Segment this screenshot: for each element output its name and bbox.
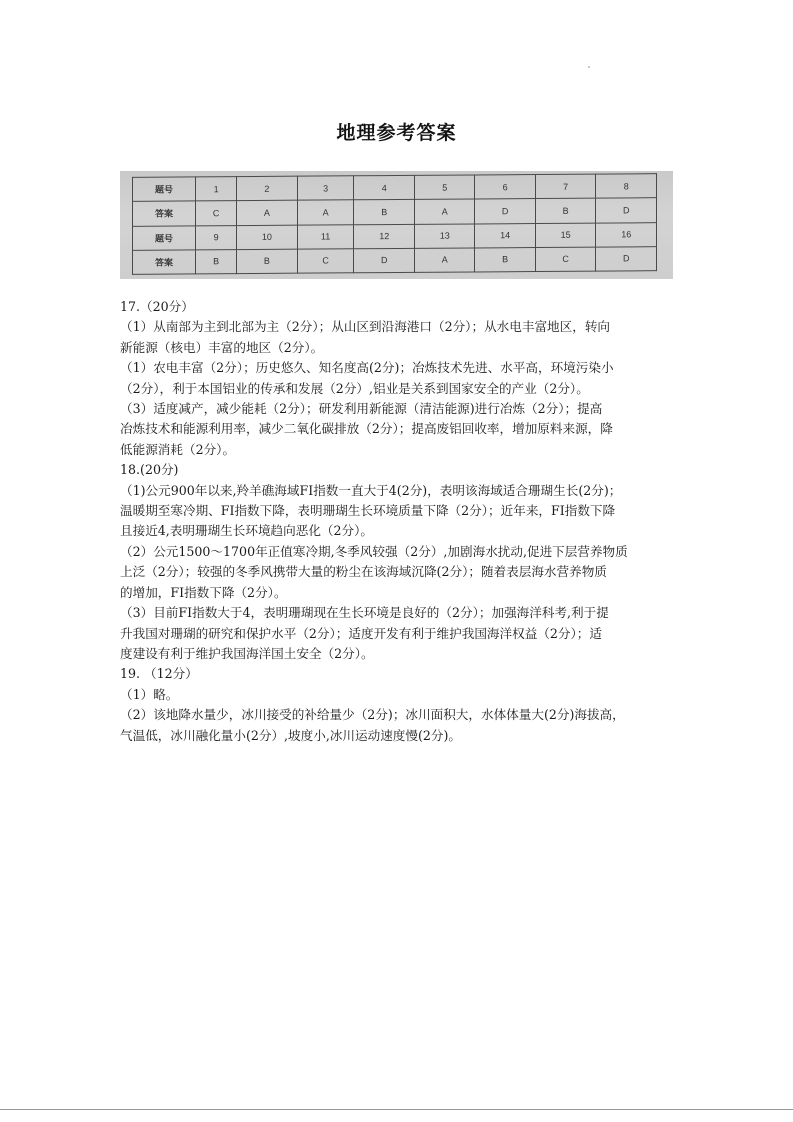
table-cell: D [596, 246, 657, 271]
table-row [133, 222, 657, 250]
table-cell: 14 [475, 223, 535, 248]
text-line: （2）公元1500～1700年正值寒冷期,冬季风较强（2分）,加剧海水扰动,促进下层营养物质 [120, 543, 628, 559]
row-label: 题号 [133, 225, 196, 250]
table-cell: B [535, 198, 595, 223]
q18-heading: 18.(20分) [120, 462, 179, 478]
text-line: （1）农电丰富（2分）；历史悠久、知名度高(2分)；冶炼技术先进、水平高，环境污染小 [120, 360, 614, 376]
table-row [133, 198, 657, 226]
text-line: 新能源（核电）丰富的地区（2分）。 [120, 339, 324, 355]
row-label: 答案 [133, 250, 196, 275]
text-line: 的增加，FI指数下降（2分）。 [120, 584, 287, 600]
table-cell: 8 [596, 174, 657, 199]
table-cell: C [535, 247, 595, 272]
table-cell: 16 [596, 222, 657, 247]
table-cell: 7 [535, 174, 595, 199]
table-cell: 9 [196, 225, 237, 250]
row-label: 答案 [133, 201, 196, 226]
table-cell: C [297, 249, 354, 274]
table-cell: B [354, 200, 414, 225]
table-cell: B [237, 249, 297, 274]
table-cell: D [354, 248, 414, 273]
table-cell: 12 [354, 224, 414, 249]
q17-heading: 17.（20分） [120, 299, 194, 314]
table-cell: 13 [414, 223, 474, 248]
text-line: （1）略。 [120, 686, 179, 702]
answer-table [132, 173, 657, 275]
table-cell: 6 [475, 175, 535, 200]
text-line: （2分），利于本国铝业的传承和发展（2分）,铝业是关系到国家安全的产业（2分）。 [120, 380, 589, 396]
text-line: （2）该地降水量少，冰川接受的补给量少（2分)；冰川面积大，水体体量大(2分)海拔高， [120, 707, 625, 723]
text-line: （1）从南部为主到北部为主（2分）；从山区到沿海港口（2分）；从水电丰富地区，转向 [120, 319, 611, 335]
text-line: 温暖期至寒冷期、FI指数下降，表明珊瑚生长环境质量下降（2分）；近年来，FI指数下降 [120, 503, 616, 519]
text-line: 上泛（2分）；较强的冬季风携带大量的粉尘在该海域沉降(2分）；随着表层海水营养物质 [120, 564, 607, 580]
table-cell: C [196, 201, 237, 226]
q19-heading: 19. （12分） [120, 666, 198, 682]
text-line: （1)公元900年以来,羚羊礁海域FI指数一直大于4(2分)，表明该海域适合珊瑚生长(2分)； [120, 482, 622, 498]
table-cell: 1 [196, 177, 237, 202]
table-cell: 11 [297, 224, 354, 249]
table-cell: A [297, 200, 354, 225]
table-cell: 10 [237, 225, 297, 250]
table-cell: B [196, 249, 237, 274]
text-line: （3）适度减产，减少能耗（2分）；研发利用新能源（清洁能源)进行冶炼（2分）；提高 [120, 401, 603, 417]
text-line: 升我国对珊瑚的研究和保护水平（2分）；适度开发有利于维护我国海洋权益（2分）；适 [120, 625, 602, 641]
text-line: 气温低，冰川融化量小(2分）,坡度小,冰川运动速度慢(2分)。 [120, 727, 462, 743]
table-cell: A [414, 248, 474, 273]
row-label: 题号 [133, 177, 196, 202]
answer-body [120, 297, 680, 746]
table-row [133, 174, 657, 202]
table-cell: D [596, 198, 657, 223]
text-line: （3）目前FI指数大于4，表明珊瑚现在生长环境是良好的（2分）；加强海洋科考,利于提 [120, 605, 609, 621]
table-cell: 2 [237, 176, 297, 201]
text-line: 低能源消耗（2分）。 [120, 441, 236, 457]
table-cell: 4 [354, 175, 414, 200]
footer-divider [0, 1109, 793, 1110]
text-line: 冶炼技术和能源利用率，减少二氧化碳排放（2分）；提高废铝回收率，增加原料来源，降 [120, 421, 613, 437]
table-row [133, 246, 657, 274]
table-cell: 15 [535, 223, 595, 248]
table-cell: B [475, 247, 535, 272]
table-cell: A [237, 200, 297, 225]
text-line: 且接近4,表明珊瑚生长环境趋向恶化（2分）。 [120, 523, 374, 539]
scan-speck [588, 66, 590, 68]
text-line: 度建设有利于维护我国海洋国土安全（2分）。 [120, 645, 374, 661]
table-cell: D [475, 199, 535, 224]
table-cell: 5 [414, 175, 474, 200]
table-cell: 3 [297, 176, 354, 201]
answer-table-photo [120, 171, 673, 279]
page-title: 地理参考答案 [336, 122, 457, 144]
table-cell: A [414, 199, 474, 224]
